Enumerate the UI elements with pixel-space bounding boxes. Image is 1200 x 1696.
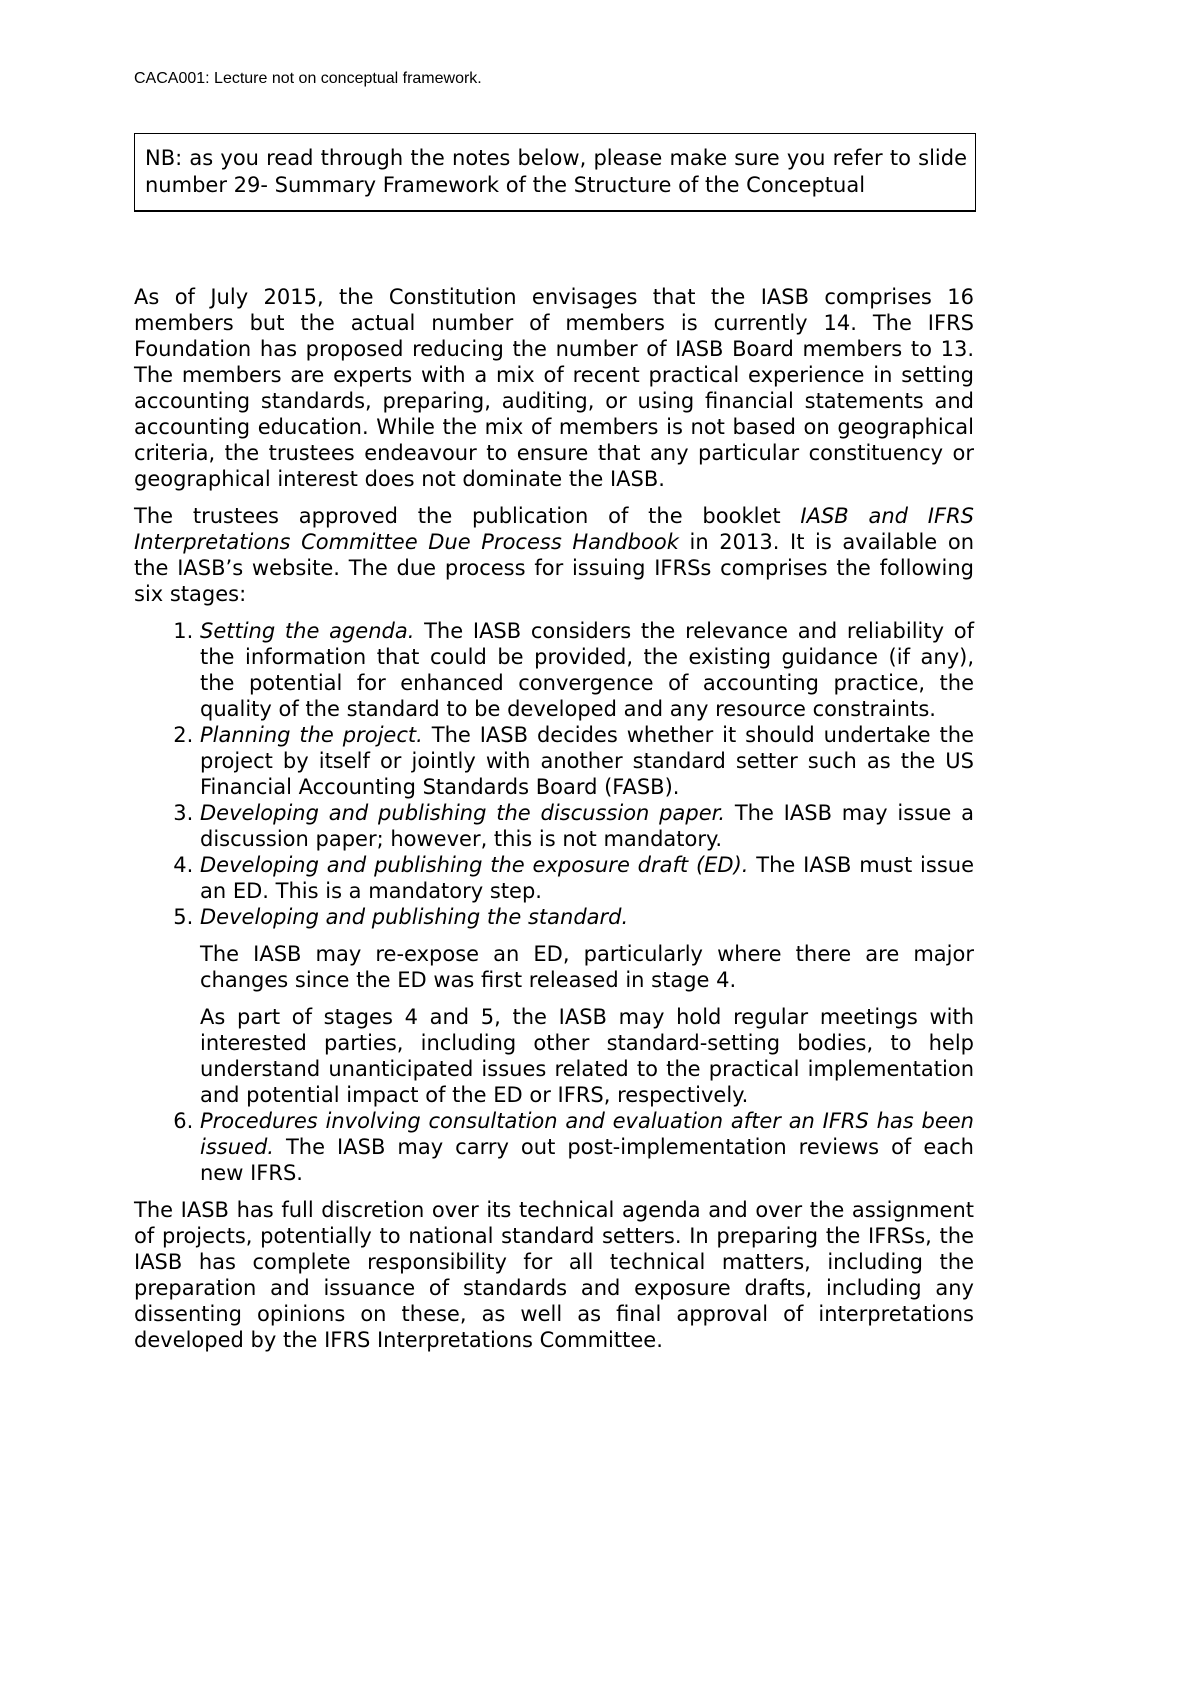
paragraph-iasb-members: As of July 2015, the Constitution envisages that the IASB comprises 16 members but the actual number of members is currently 14. The IFRS Foundation has proposed reducing the number of IASB Board members to 13. The members are experts with a mix of recent practical experience in setting accounting standards, preparing, auditing, or using financial statements and accounting education. While the mix of members is not based on geographical criteria, the trustees endeavour to ensure that any particular constituency or geographical interest does not dominate the IASB. (134, 285, 974, 491)
list-item (200, 1108, 974, 1186)
stage-note: The IASB may re-expose an ED, particularly where there are major changes since the ED was first released in stage 4. (200, 942, 974, 992)
text: The trustees approved the publication of the booklet (134, 504, 801, 528)
list-item (200, 852, 974, 904)
stage-text: The IASB may carry out post-implementation reviews of each new IFRS. (200, 1135, 974, 1185)
stage-text: The IASB must issue an ED. This is a mandatory step. (200, 853, 974, 903)
stage-text: The IASB considers the relevance and reliability of the information that could be provided, the existing guidance (if any), the potential for enhanced convergence of accounting practice, the quality of the standard to be developed and any resource constraints. (200, 619, 974, 721)
list-item (200, 618, 974, 722)
document-header: CACA001: Lecture not on conceptual framework. (134, 70, 482, 87)
list-item (200, 800, 974, 852)
paragraph-due-process (134, 503, 974, 607)
stage-title: Setting the agenda. (200, 619, 415, 643)
note-box: NB: as you read through the notes below, please make sure you refer to slide number 29- Summary Framework of the Structure of the Conceptual (134, 133, 976, 212)
stage-title: Planning the project. (200, 723, 423, 747)
list-item (200, 722, 974, 800)
stage-title: Developing and publishing the standard. (200, 905, 629, 929)
document-body (134, 284, 974, 1364)
paragraph-technical-agenda: The IASB has full discretion over its technical agenda and over the assignment of projects, potentially to national standard setters. In preparing the IFRSs, the IASB has complete responsibility for all technical matters, including the preparation and issuance of standards and exposure drafts, including any dissenting opinions on these, as well as final approval of interpretations developed by the IFRS Interpretations Committee. (134, 1198, 974, 1352)
stage-note: As part of stages 4 and 5, the IASB may hold regular meetings with interested parties, including other standard-setting bodies, to help understand unanticipated issues related to the practical implementation and potential impact of the ED or IFRS, respectively. (200, 1005, 974, 1107)
text: in 2013. It is available on the IASB’s website. The due process for issuing IFRSs comprises the following six stages: (134, 530, 974, 606)
stage-title: Developing and publishing the discussion paper. (200, 801, 725, 825)
stage-title: Procedures involving consultation and evaluation after an IFRS has been issued. (200, 1109, 974, 1159)
handbook-title: IASB and IFRS Interpretations Committee Due Process Handbook (134, 504, 974, 554)
stages-list (134, 618, 974, 1186)
stage-text: The IASB decides whether it should undertake the project by itself or jointly with another standard setter such as the US Financial Accounting Standards Board (FASB). (200, 723, 974, 799)
stage-title: Developing and publishing the exposure draft (ED). (200, 853, 749, 877)
list-item (200, 904, 974, 1108)
stage-text: The IASB may issue a discussion paper; however, this is not mandatory. (200, 801, 974, 851)
